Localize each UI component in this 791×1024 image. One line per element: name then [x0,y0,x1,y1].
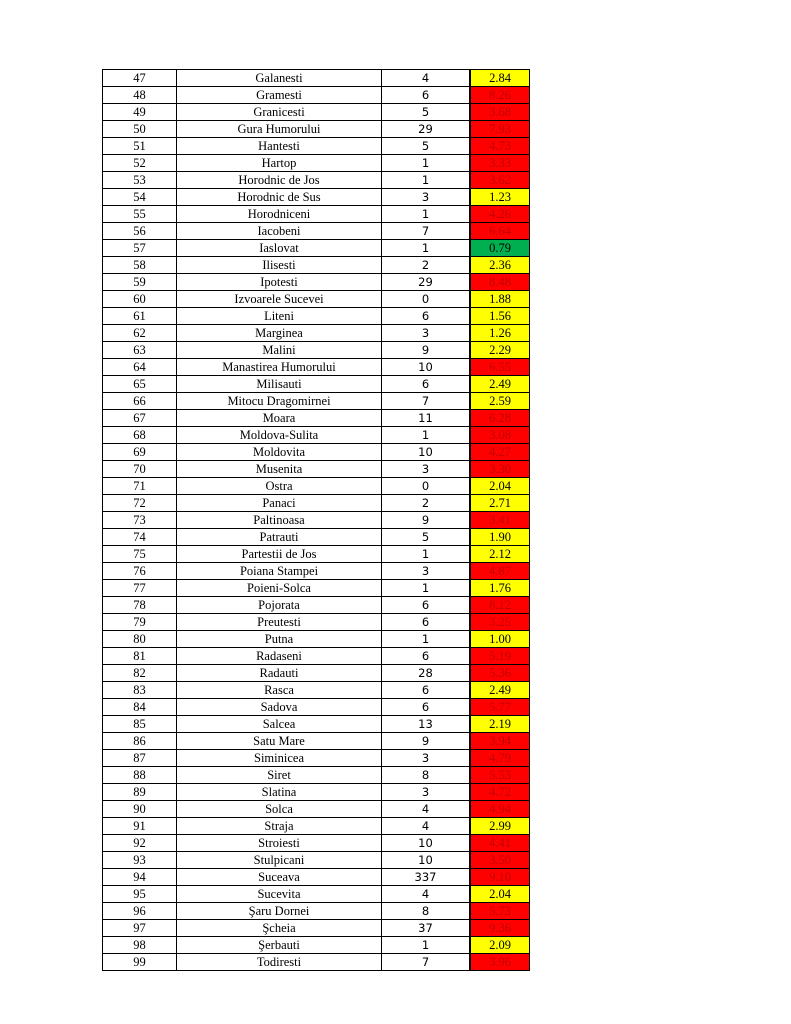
row-number-cell: 47 [103,70,177,87]
case-count-cell: 29 [382,121,470,138]
table-row [103,325,530,342]
incidence-rate-cell: 2.12 [471,546,530,563]
incidence-rate-cell: 5.73 [471,903,530,920]
locality-name-cell: Solca [177,801,382,818]
case-count-cell: 9 [382,512,470,529]
table-row [103,376,530,393]
row-number-cell: 76 [103,563,177,580]
row-number-cell: 59 [103,274,177,291]
incidence-rate-cell: 1.90 [471,529,530,546]
incidence-rate-cell: 6.64 [471,223,530,240]
table-row [103,189,530,206]
case-count-cell: 7 [382,393,470,410]
locality-name-cell: Malini [177,342,382,359]
locality-name-cell: Liteni [177,308,382,325]
incidence-rate-cell: 4.73 [471,138,530,155]
locality-name-cell: Salcea [177,716,382,733]
case-count-cell: 3 [382,563,470,580]
row-number-cell: 63 [103,342,177,359]
case-count-cell: 8 [382,903,470,920]
locality-name-cell: Todiresti [177,954,382,971]
incidence-rate-cell: 2.71 [471,495,530,512]
table-row [103,903,530,920]
table-row [103,682,530,699]
table-row [103,648,530,665]
table-row [103,206,530,223]
incidence-rate-cell: 5.19 [471,648,530,665]
table-row [103,886,530,903]
case-count-cell: 3 [382,325,470,342]
locality-name-cell: Ostra [177,478,382,495]
case-count-cell: 6 [382,87,470,104]
incidence-rate-cell: 2.19 [471,716,530,733]
case-count-cell: 4 [382,818,470,835]
case-count-cell: 2 [382,257,470,274]
incidence-rate-cell: 5.77 [471,699,530,716]
incidence-rate-cell: 3.68 [471,104,530,121]
case-count-cell: 13 [382,716,470,733]
incidence-rate-cell: 1.88 [471,291,530,308]
locality-name-cell: Horodnic de Sus [177,189,382,206]
locality-name-cell: Putna [177,631,382,648]
table-row [103,767,530,784]
incidence-rate-cell: 4.27 [471,444,530,461]
row-number-cell: 91 [103,818,177,835]
table-row [103,954,530,971]
case-count-cell: 10 [382,359,470,376]
row-number-cell: 65 [103,376,177,393]
case-count-cell: 10 [382,444,470,461]
locality-name-cell: Patrauti [177,529,382,546]
case-count-cell: 5 [382,104,470,121]
case-count-cell: 337 [382,869,470,886]
incidence-rate-cell: 3.94 [471,733,530,750]
incidence-rate-cell: 4.26 [471,206,530,223]
case-count-cell: 1 [382,546,470,563]
table-row [103,563,530,580]
row-number-cell: 75 [103,546,177,563]
row-number-cell: 83 [103,682,177,699]
row-number-cell: 64 [103,359,177,376]
locality-name-cell: Siminicea [177,750,382,767]
incidence-rate-cell: 3.25 [471,614,530,631]
locality-name-cell: Slatina [177,784,382,801]
table-row [103,733,530,750]
row-number-cell: 58 [103,257,177,274]
locality-name-cell: Stroiesti [177,835,382,852]
incidence-rate-cell: 2.09 [471,937,530,954]
case-count-cell: 0 [382,478,470,495]
locality-name-cell: Hantesti [177,138,382,155]
row-number-cell: 89 [103,784,177,801]
locality-name-cell: Radauti [177,665,382,682]
incidence-rate-cell: 2.29 [471,342,530,359]
case-count-cell: 1 [382,580,470,597]
row-number-cell: 87 [103,750,177,767]
data-table [102,69,530,971]
locality-name-cell: Sucevita [177,886,382,903]
table-row [103,274,530,291]
incidence-rate-cell: 5.53 [471,767,530,784]
case-count-cell: 1 [382,937,470,954]
table-row [103,359,530,376]
table-row [103,580,530,597]
locality-name-cell: Milisauti [177,376,382,393]
case-count-cell: 10 [382,852,470,869]
table-row [103,104,530,121]
case-count-cell: 6 [382,308,470,325]
incidence-rate-cell: 2.59 [471,393,530,410]
locality-name-cell: Ipotesti [177,274,382,291]
table-row [103,410,530,427]
row-number-cell: 51 [103,138,177,155]
case-count-cell: 3 [382,189,470,206]
table-row [103,631,530,648]
incidence-rate-cell: 2.84 [471,70,530,87]
row-number-cell: 55 [103,206,177,223]
table-row [103,784,530,801]
locality-name-cell: Satu Mare [177,733,382,750]
case-count-cell: 3 [382,750,470,767]
row-number-cell: 97 [103,920,177,937]
locality-name-cell: Musenita [177,461,382,478]
table-row [103,240,530,257]
table-row [103,291,530,308]
case-count-cell: 10 [382,835,470,852]
case-count-cell: 6 [382,597,470,614]
case-count-cell: 5 [382,138,470,155]
locality-name-cell: Horodnic de Jos [177,172,382,189]
table-row [103,818,530,835]
incidence-rate-cell: 9.36 [471,920,530,937]
case-count-cell: 5 [382,529,470,546]
locality-name-cell: Şaru Dornei [177,903,382,920]
locality-name-cell: Moara [177,410,382,427]
locality-name-cell: Poieni-Solca [177,580,382,597]
case-count-cell: 7 [382,954,470,971]
row-number-cell: 96 [103,903,177,920]
incidence-rate-cell: 1.00 [471,631,530,648]
incidence-rate-cell: 5.36 [471,665,530,682]
table-row [103,716,530,733]
case-count-cell: 6 [382,376,470,393]
locality-name-cell: Hartop [177,155,382,172]
table-row [103,155,530,172]
case-count-cell: 6 [382,614,470,631]
table-row [103,750,530,767]
incidence-rate-cell: 3.50 [471,852,530,869]
row-number-cell: 90 [103,801,177,818]
row-number-cell: 98 [103,937,177,954]
case-count-cell: 6 [382,682,470,699]
case-count-cell: 1 [382,206,470,223]
incidence-rate-cell: 2.99 [471,818,530,835]
table-row [103,461,530,478]
incidence-rate-cell: 1.76 [471,580,530,597]
incidence-rate-cell: 3.30 [471,461,530,478]
locality-name-cell: Preutesti [177,614,382,631]
case-count-cell: 0 [382,291,470,308]
incidence-rate-cell: 6.55 [471,359,530,376]
row-number-cell: 53 [103,172,177,189]
row-number-cell: 50 [103,121,177,138]
table-row [103,699,530,716]
locality-name-cell: Gura Humorului [177,121,382,138]
case-count-cell: 4 [382,801,470,818]
locality-name-cell: Moldova-Sulita [177,427,382,444]
table-row [103,87,530,104]
row-number-cell: 85 [103,716,177,733]
incidence-rate-cell: 3.62 [471,172,530,189]
incidence-rate-cell: 7.93 [471,121,530,138]
locality-name-cell: Gramesti [177,87,382,104]
case-count-cell: 4 [382,886,470,903]
row-number-cell: 48 [103,87,177,104]
row-number-cell: 54 [103,189,177,206]
locality-name-cell: Galanesti [177,70,382,87]
locality-name-cell: Siret [177,767,382,784]
table-row [103,512,530,529]
locality-name-cell: Radaseni [177,648,382,665]
locality-name-cell: Paltinoasa [177,512,382,529]
incidence-rate-cell: 2.04 [471,478,530,495]
incidence-rate-cell: 2.04 [471,886,530,903]
incidence-rate-cell: 1.56 [471,308,530,325]
table-row [103,121,530,138]
row-number-cell: 80 [103,631,177,648]
case-count-cell: 1 [382,427,470,444]
case-count-cell: 3 [382,784,470,801]
row-number-cell: 67 [103,410,177,427]
incidence-rate-cell: 4.87 [471,563,530,580]
table-row [103,546,530,563]
row-number-cell: 61 [103,308,177,325]
case-count-cell: 2 [382,495,470,512]
table-row [103,444,530,461]
incidence-rate-cell: 4.79 [471,750,530,767]
case-count-cell: 9 [382,733,470,750]
table-body [103,70,530,971]
table-row [103,920,530,937]
row-number-cell: 66 [103,393,177,410]
locality-name-cell: Straja [177,818,382,835]
row-number-cell: 60 [103,291,177,308]
locality-name-cell: Moldovita [177,444,382,461]
incidence-rate-cell: 9.10 [471,869,530,886]
locality-name-cell: Rasca [177,682,382,699]
table-row [103,835,530,852]
row-number-cell: 56 [103,223,177,240]
table-row [103,597,530,614]
case-count-cell: 8 [382,767,470,784]
locality-name-cell: Horodniceni [177,206,382,223]
case-count-cell: 28 [382,665,470,682]
locality-name-cell: Suceava [177,869,382,886]
table-row [103,869,530,886]
row-number-cell: 86 [103,733,177,750]
incidence-rate-cell: 8.12 [471,597,530,614]
case-count-cell: 7 [382,223,470,240]
row-number-cell: 49 [103,104,177,121]
locality-name-cell: Marginea [177,325,382,342]
locality-name-cell: Şcheia [177,920,382,937]
row-number-cell: 94 [103,869,177,886]
incidence-rate-cell: 8.26 [471,87,530,104]
locality-name-cell: Ilisesti [177,257,382,274]
row-number-cell: 84 [103,699,177,716]
row-number-cell: 57 [103,240,177,257]
table-row [103,257,530,274]
table-row [103,342,530,359]
row-number-cell: 92 [103,835,177,852]
case-count-cell: 1 [382,155,470,172]
table-row [103,801,530,818]
row-number-cell: 99 [103,954,177,971]
incidence-rate-cell: 3.41 [471,512,530,529]
incidence-rate-cell: 2.49 [471,682,530,699]
incidence-rate-cell: 4.72 [471,784,530,801]
row-number-cell: 77 [103,580,177,597]
table-row [103,478,530,495]
case-count-cell: 3 [382,461,470,478]
table-row [103,172,530,189]
table-row [103,427,530,444]
table-row [103,138,530,155]
incidence-rate-cell: 0.79 [471,240,530,257]
incidence-rate-cell: 1.23 [471,189,530,206]
case-count-cell: 1 [382,240,470,257]
incidence-rate-cell: 3.33 [471,155,530,172]
incidence-rate-cell: 4.41 [471,835,530,852]
table-row [103,393,530,410]
table-row [103,614,530,631]
case-count-cell: 29 [382,274,470,291]
row-number-cell: 93 [103,852,177,869]
locality-name-cell: Şerbauti [177,937,382,954]
case-count-cell: 4 [382,70,470,87]
table-row [103,852,530,869]
incidence-rate-cell: 1.26 [471,325,530,342]
table-row [103,937,530,954]
case-count-cell: 1 [382,631,470,648]
incidence-rate-cell: 3.08 [471,427,530,444]
case-count-cell: 37 [382,920,470,937]
locality-name-cell: Partestii de Jos [177,546,382,563]
locality-name-cell: Sadova [177,699,382,716]
table-row [103,70,530,87]
locality-name-cell: Stulpicani [177,852,382,869]
incidence-rate-cell: 3.96 [471,954,530,971]
incidence-rate-cell: 8.48 [471,274,530,291]
row-number-cell: 69 [103,444,177,461]
locality-name-cell: Iaslovat [177,240,382,257]
incidence-rate-cell: 6.28 [471,410,530,427]
locality-name-cell: Pojorata [177,597,382,614]
row-number-cell: 81 [103,648,177,665]
locality-name-cell: Granicesti [177,104,382,121]
locality-name-cell: Panaci [177,495,382,512]
table-row [103,665,530,682]
locality-name-cell: Iacobeni [177,223,382,240]
row-number-cell: 88 [103,767,177,784]
locality-name-cell: Mitocu Dragomirnei [177,393,382,410]
incidence-rate-cell: 2.36 [471,257,530,274]
case-count-cell: 9 [382,342,470,359]
case-count-cell: 6 [382,699,470,716]
row-number-cell: 78 [103,597,177,614]
row-number-cell: 95 [103,886,177,903]
row-number-cell: 70 [103,461,177,478]
row-number-cell: 82 [103,665,177,682]
table-row [103,308,530,325]
table-row [103,495,530,512]
row-number-cell: 74 [103,529,177,546]
row-number-cell: 73 [103,512,177,529]
locality-name-cell: Manastirea Humorului [177,359,382,376]
row-number-cell: 68 [103,427,177,444]
row-number-cell: 52 [103,155,177,172]
locality-name-cell: Izvoarele Sucevei [177,291,382,308]
row-number-cell: 79 [103,614,177,631]
case-count-cell: 11 [382,410,470,427]
row-number-cell: 62 [103,325,177,342]
incidence-rate-cell: 4.94 [471,801,530,818]
row-number-cell: 72 [103,495,177,512]
table-row [103,223,530,240]
incidence-rate-cell: 2.49 [471,376,530,393]
locality-name-cell: Poiana Stampei [177,563,382,580]
row-number-cell: 71 [103,478,177,495]
table-row [103,529,530,546]
case-count-cell: 6 [382,648,470,665]
case-count-cell: 1 [382,172,470,189]
